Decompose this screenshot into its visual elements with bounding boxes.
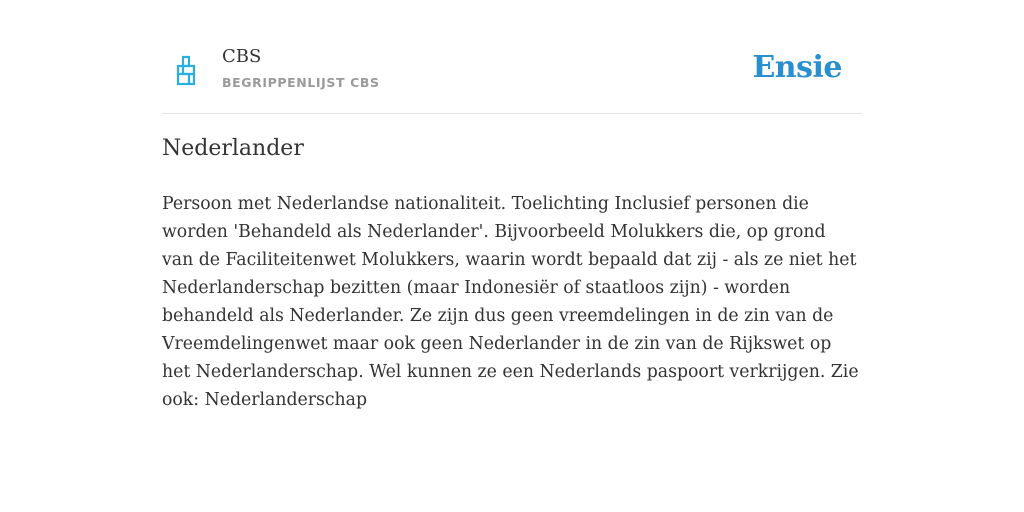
source-header [162, 0, 862, 114]
term-title: Nederlander [162, 136, 304, 161]
ensie-brand-link[interactable]: Ensie [752, 50, 842, 85]
term-definition: Persoon met Nederlandse nationaliteit. Toelichting Inclusief personen die worden 'Behandeld als Nederlander'. Bijvoorbeeld Molukkers die, op grond van de Faciliteitenwet Molukkers, waarin wordt bepaald dat zij - als ze niet het Nederlanderschap bezitten (maar Indonesiër of staatloos zijn) - worden behandeld als Nederlander. Ze zijn dus geen vreemdelingen in de zin van de Vreemdelingenwet maar ook geen Nederlander in de zin van de Rijkswet op het Nederlanderschap. Wel kunnen ze een Nederlands paspoort verkrijgen. Zie ook: Nederlanderschap [162, 194, 859, 410]
source-subtitle: BEGRIPPENLIJST CBS [222, 75, 380, 90]
cbs-logo-icon [175, 55, 197, 87]
source-title: CBS [222, 46, 262, 67]
page-container [162, 0, 862, 410]
